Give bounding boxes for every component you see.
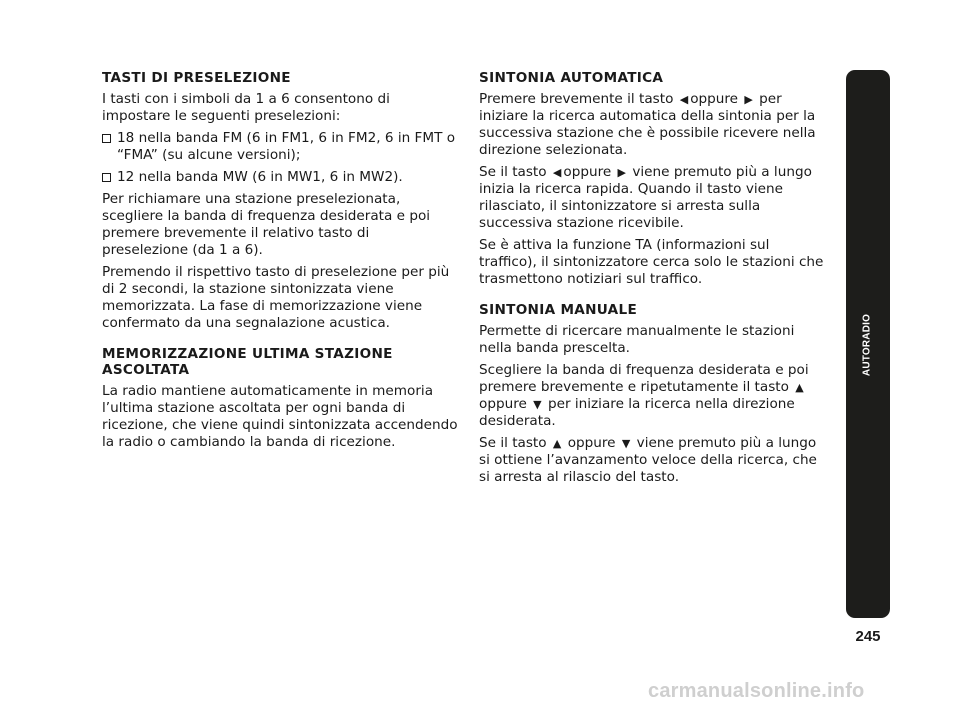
list-item: 12 nella banda MW (6 in MW1, 6 in MW2). xyxy=(102,169,458,186)
section-title-manual-tuning: SINTONIA MANUALE xyxy=(479,302,638,318)
section-title-last-station: MEMORIZZAZIONE ULTIMA STAZIONE ASCOLTATA xyxy=(102,346,393,378)
paragraph: Premere brevemente il tasto ◀ oppure ▶ per iniziare la ricerca automatica della sintonia per la successiva stazione che è possibile ricevere nella direzione selezionata. xyxy=(479,91,816,158)
watermark: carmanualsonline.info xyxy=(648,680,865,702)
arrow-right-icon: ▶ xyxy=(617,166,627,179)
page-number: 245 xyxy=(855,628,881,645)
paragraph: Premendo il rispettivo tasto di preselezione per più di 2 secondi, la stazione sintonizzata viene memorizzata. La fase di memorizzazione viene confermato da una segnalazione acustica. xyxy=(102,264,450,331)
arrow-down-icon: ▼ xyxy=(621,437,631,450)
paragraph: Per richiamare una stazione preselezionata, scegliere la banda di frequenza desiderata e poi premere brevemente il relativo tasto di preselezione (da 1 a 6). xyxy=(102,191,431,258)
paragraph: Se è attiva la funzione TA (informazioni sul traffico), il sintonizzatore cerca solo le stazioni che trasmettono notiziari sul traffico. xyxy=(479,237,824,287)
paragraph: Permette di ricercare manualmente le stazioni nella banda prescelta. xyxy=(479,323,795,356)
arrow-down-icon: ▼ xyxy=(533,398,542,411)
arrow-left-icon: ◀ xyxy=(552,166,562,179)
checkbox-bullet-icon xyxy=(102,173,111,182)
arrow-right-icon: ▶ xyxy=(744,93,753,106)
checkbox-bullet-icon xyxy=(102,134,111,143)
left-column xyxy=(102,70,458,456)
section-title-auto-tuning: SINTONIA AUTOMATICA xyxy=(479,70,664,86)
section-title-preselection: TASTI DI PRESELEZIONE xyxy=(102,70,291,86)
paragraph: Se il tasto ◀ oppure ▶ viene premuto più a lungo inizia la ricerca rapida. Quando il tasto viene rilasciato, il sintonizzatore si arresta sulla successiva stazione ricevibile. xyxy=(479,164,812,231)
arrow-up-icon: ▲ xyxy=(552,437,562,450)
right-column xyxy=(479,70,831,491)
arrow-up-icon: ▲ xyxy=(795,381,804,394)
chapter-tab-label: AUTORADIO xyxy=(861,313,873,377)
paragraph: Scegliere la banda di frequenza desiderata e poi premere brevemente e ripetutamente il tasto ▲ oppure ▼ per iniziare la ricerca nella direzione desiderata. xyxy=(479,362,809,429)
paragraph: La radio mantiene automaticamente in memoria l’ultima stazione ascoltata per ogni banda di ricezione, che viene quindi sintonizzata accendendo la radio o cambiando la banda di ricezione. xyxy=(102,383,458,450)
paragraph: Se il tasto ▲ oppure ▼ viene premuto più a lungo si ottiene l’avanzamento veloce della ricerca, che si arresta al rilascio del tasto. xyxy=(479,435,817,485)
arrow-left-icon: ◀ xyxy=(679,93,689,106)
list-item: 18 nella banda FM (6 in FM1, 6 in FM2, 6 in FMT o “FMA” (su alcune versioni); xyxy=(102,130,458,164)
paragraph: I tasti con i simboli da 1 a 6 consentono di impostare le seguenti preselezioni: xyxy=(102,91,390,124)
